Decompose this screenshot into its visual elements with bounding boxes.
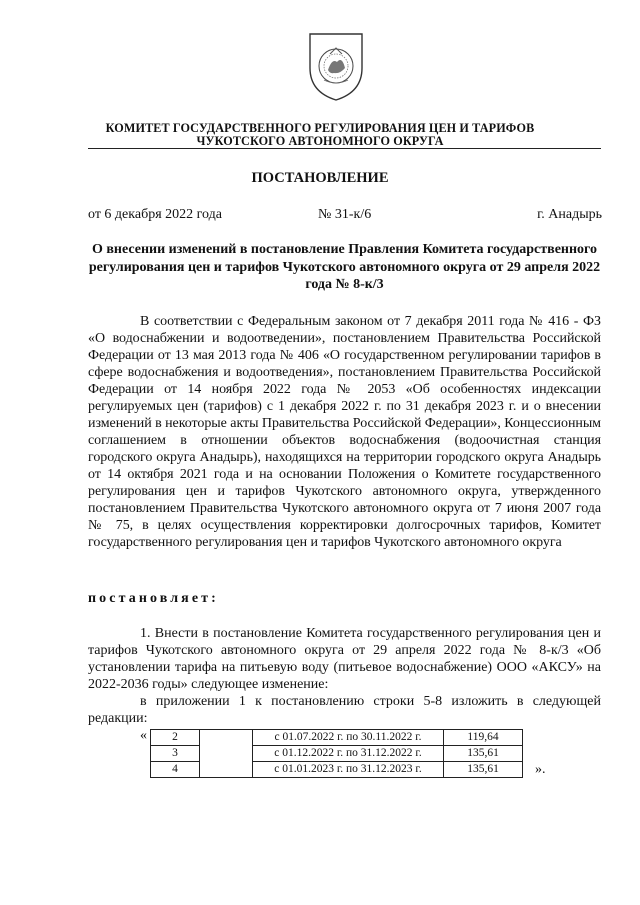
committee-name-line1: КОМИТЕТ ГОСУДАРСТВЕННОГО РЕГУЛИРОВАНИЯ ЦЕН И ТАРИФОВ [105, 121, 535, 135]
coat-of-arms-icon [304, 28, 368, 104]
committee-name-line2: ЧУКОТСКОГО АВТОНОМНОГО ОКРУГА [196, 134, 444, 148]
table-cell-blank [200, 730, 253, 778]
document-city: г. Анадырь [537, 207, 602, 222]
appendix-paragraph: в приложении 1 к постановлению строки 5-8 изложить в следующей редакции: [88, 694, 601, 726]
table-cell-row-number: 3 [151, 746, 200, 762]
document-type: ПОСТАНОВЛЕНИЕ [251, 170, 389, 186]
table-cell-row-number: 4 [151, 762, 200, 778]
tariff-table [150, 729, 523, 778]
resolve-word: постановляет: [88, 591, 219, 606]
quote-close: ». [535, 762, 546, 777]
header-divider [88, 148, 601, 149]
table-cell-period: с 01.07.2022 г. по 30.11.2022 г. [253, 730, 444, 746]
document-subject: О внесении изменений в постановление Правления Комитета государственного регулирования цен и тарифов Чукотского автономного округа от 29 апреля 2022 года № 8-к/3 [88, 242, 601, 292]
table-row [151, 730, 523, 746]
document-number: № 31-к/6 [318, 207, 372, 222]
table-cell-period: с 01.12.2022 г. по 31.12.2022 г. [253, 746, 444, 762]
table-cell-value: 119,64 [444, 730, 523, 746]
document-date: от 6 декабря 2022 года [88, 207, 222, 222]
preamble-paragraph: В соответствии с Федеральным законом от 7 декабря 2011 года № 416 - ФЗ «О водоснабжении и водоотведении», постановлением Правительства Российской Федерации от 13 мая 2013 года № 406 «О государственном регулировании тарифов в сфере водоснабжения и водоотведения», постановлением Правительства Российской Федерации от 14 ноября 2022 года № 2053 «Об особенностях индексации регулируемых цен (тарифов) с 1 декабря 2022 г. по 31 декабря 2023 г. и о внесении изменений в некоторые акты Правительства Российской Федерации», Концессионным соглашением в отношении объектов водоснабжения (водоочистная станция городского округа Анадырь), находящихся на территории городского округа Анадырь от 14 октября 2021 года и на основании Положения о Комитете государственного регулирования цен и тарифов Чукотского автономного округа, утвержденного постановлением Правительства Чукотского автономного округа от 7 июня 2007 года № 75, в целях осуществления корректировки долгосрочных тарифов, Комитет государственного регулирования цен и тарифов Чукотского автономного округа [88, 314, 601, 550]
table-cell-period: с 01.01.2023 г. по 31.12.2023 г. [253, 762, 444, 778]
table-cell-value: 135,61 [444, 746, 523, 762]
table-cell-row-number: 2 [151, 730, 200, 746]
item-1-paragraph: 1. Внести в постановление Комитета государственного регулирования цен и тарифов Чукотского автономного округа от 29 апреля 2022 года № 8-к/3 «Об установлении тарифа на питьевую воду (питьевое водоснабжение) ООО «АКСУ» на 2022-2036 годы» следующее изменение: [88, 626, 601, 692]
quote-open: « [140, 728, 147, 743]
table-cell-value: 135,61 [444, 762, 523, 778]
committee-name [0, 122, 640, 148]
